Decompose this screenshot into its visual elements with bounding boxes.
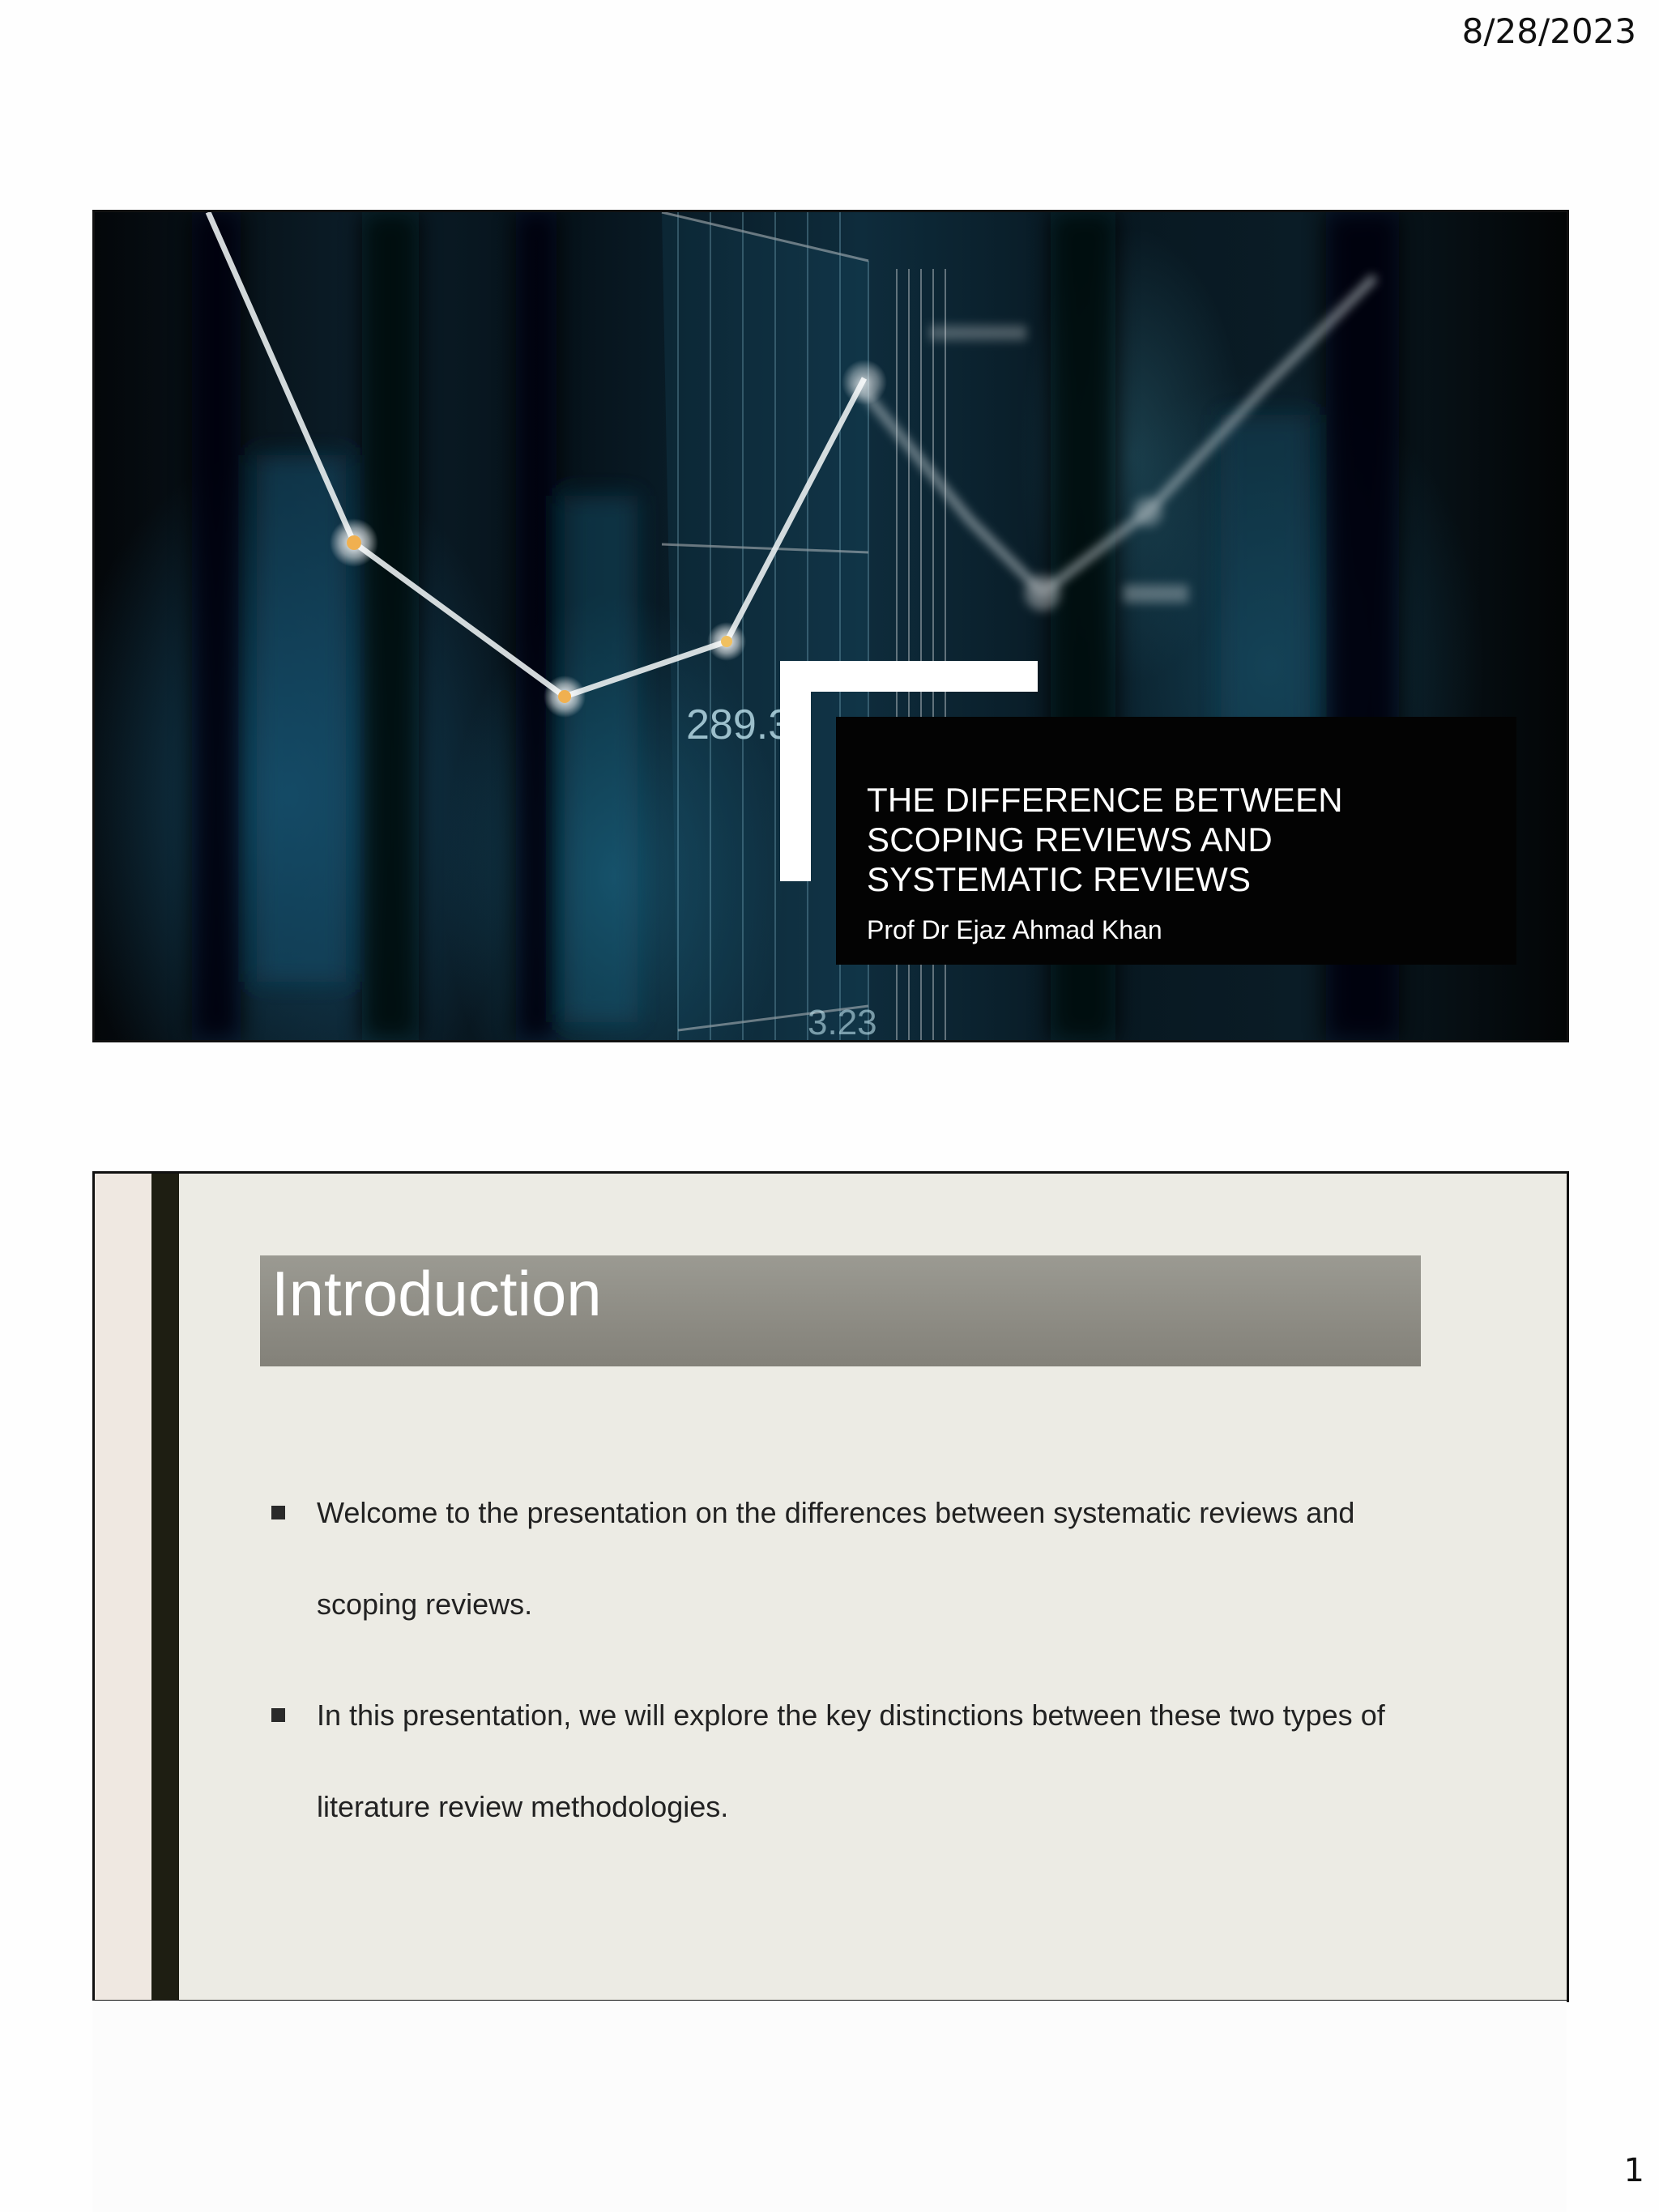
deck-title: THE DIFFERENCE BETWEEN SCOPING REVIEWS AND SYSTEMATIC REVIEWS bbox=[867, 781, 1343, 898]
bullet-text: Welcome to the presentation on the differences between systematic reviews and scoping reviews. bbox=[317, 1496, 1355, 1621]
square-bullet-icon bbox=[271, 1708, 285, 1722]
print-date: 8/28/2023 bbox=[1461, 11, 1636, 51]
title-slide bbox=[92, 210, 1569, 1042]
slide-title: Introduction bbox=[271, 1258, 602, 1329]
image-number-323: 3.23 bbox=[808, 1003, 877, 1040]
title-box bbox=[836, 717, 1516, 965]
bullet-item bbox=[271, 1669, 1430, 1852]
image-number-2893: 289.3 bbox=[686, 701, 792, 748]
deck-author: Prof Dr Ejaz Ahmad Khan bbox=[867, 915, 1162, 944]
page-bottom-area bbox=[92, 2001, 1567, 2212]
slide-left-margin bbox=[95, 1174, 151, 2000]
bullet-list bbox=[271, 1490, 1430, 1872]
slide-accent-bar bbox=[151, 1174, 179, 2000]
introduction-slide bbox=[92, 1171, 1569, 2002]
title-banner bbox=[260, 1255, 1421, 1366]
page-number: 1 bbox=[1623, 2152, 1644, 2189]
square-bullet-icon bbox=[271, 1506, 285, 1519]
bullet-text: In this presentation, we will explore the key distinctions between these two types of literature review methodologies. bbox=[317, 1698, 1385, 1823]
bullet-item bbox=[271, 1467, 1430, 1650]
